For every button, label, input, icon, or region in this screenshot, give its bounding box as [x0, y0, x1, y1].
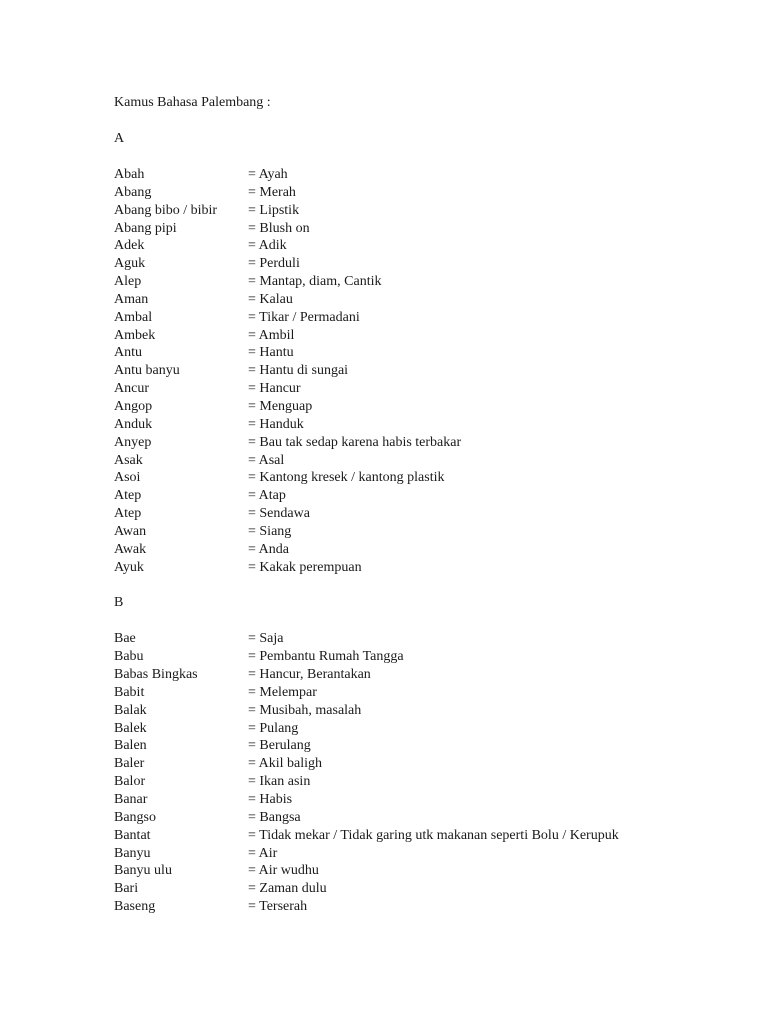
entry-term: Abang: [114, 184, 152, 200]
entry-term: Aman: [114, 291, 149, 307]
entry-term: Abang bibo / bibir: [114, 202, 218, 218]
section-letter: A: [114, 131, 125, 146]
entry-meaning: = Pembantu Rumah Tangga: [248, 649, 404, 665]
entry-meaning: = Hancur, Berantakan: [248, 667, 371, 683]
entry-term: Balor: [114, 774, 146, 790]
entry-term: Babas Bingkas: [114, 667, 198, 683]
entry-term: Bae: [114, 631, 136, 647]
entry-term: Ayuk: [114, 559, 144, 575]
entry-term: Ambal: [114, 309, 153, 325]
entry-meaning: = Handuk: [248, 416, 304, 432]
entry-term: Atep: [114, 506, 142, 522]
entry-meaning: = Hancur: [248, 381, 301, 397]
dictionary-entry: [114, 237, 734, 255]
dictionary-entry: [114, 684, 734, 702]
entry-meaning: = Saja: [248, 631, 284, 647]
entry-meaning: = Mantap, diam, Cantik: [248, 274, 382, 290]
entry-meaning: = Hantu di sungai: [248, 363, 349, 379]
dictionary-entry: [114, 380, 734, 398]
section-a: [114, 130, 734, 576]
entry-meaning: = Tikar / Permadani: [248, 309, 360, 325]
entry-term: Anyep: [114, 434, 152, 450]
entry-meaning: = Perduli: [248, 256, 300, 272]
entry-term: Awak: [114, 541, 147, 557]
entry-term: Asoi: [114, 470, 141, 486]
dictionary-entry: [114, 362, 734, 380]
section-letter: B: [114, 595, 124, 611]
entry-term: Babit: [114, 684, 145, 700]
dictionary-entry: [114, 344, 734, 362]
dictionary-entry: [114, 666, 734, 684]
entry-term: Babu: [114, 649, 144, 665]
dictionary-entry: [114, 202, 734, 220]
entry-meaning: = Air wudhu: [248, 863, 319, 879]
document-page: [114, 94, 734, 934]
entry-term: Bari: [114, 881, 139, 897]
dictionary-entry: [114, 737, 734, 755]
entry-list: [114, 630, 734, 916]
entry-list: [114, 166, 734, 576]
entry-term: Banar: [114, 792, 148, 807]
entry-term: Baseng: [114, 899, 156, 915]
entry-term: Balen: [114, 738, 147, 754]
dictionary-entry: [114, 469, 734, 487]
dictionary-entry: [114, 630, 734, 648]
entry-meaning: = Anda: [248, 541, 289, 557]
dictionary-entry: [114, 702, 734, 720]
dictionary-entry: [114, 773, 734, 791]
entry-term: Asak: [114, 452, 143, 468]
entry-term: Aguk: [114, 256, 146, 272]
dictionary-entry: [114, 523, 734, 541]
entry-term: Antu banyu: [114, 363, 180, 379]
entry-meaning: = Air: [248, 845, 278, 861]
entry-meaning: = Kantong kresek / kantong plastik: [248, 470, 445, 486]
dictionary-entry: [114, 398, 734, 416]
entry-term: Ambek: [114, 327, 156, 343]
entry-term: Atep: [114, 488, 142, 504]
dictionary-entry: [114, 862, 734, 880]
dictionary-entry: [114, 827, 734, 845]
dictionary-entry: [114, 184, 734, 202]
document-title: Kamus Bahasa Palembang :: [114, 95, 271, 110]
entry-term: Bantat: [114, 827, 151, 843]
entry-term: Anduk: [114, 416, 153, 432]
dictionary-entry: [114, 720, 734, 738]
entry-meaning: = Ambil: [248, 327, 295, 343]
dictionary-entry: [114, 487, 734, 505]
dictionary-entry: [114, 559, 734, 577]
entry-term: Abang pipi: [114, 220, 177, 236]
entry-term: Adek: [114, 238, 145, 254]
dictionary-entry: [114, 416, 734, 434]
entry-meaning: = Asal: [248, 452, 285, 468]
entry-meaning: = Adik: [248, 238, 287, 254]
dictionary-entry: [114, 898, 734, 916]
entry-meaning: = Tidak mekar / Tidak garing utk makanan seperti Bolu / Kerupuk: [248, 827, 619, 843]
entry-meaning: = Atap: [248, 488, 286, 504]
dictionary-entry: [114, 291, 734, 309]
dictionary-entry: [114, 327, 734, 345]
dictionary-entry: [114, 880, 734, 898]
entry-meaning: = Melempar: [248, 684, 317, 700]
dictionary-entry: [114, 273, 734, 291]
entry-term: Balek: [114, 720, 147, 736]
dictionary-entry: [114, 791, 734, 809]
entry-term: Awan: [114, 523, 147, 539]
entry-meaning: = Terserah: [248, 899, 308, 915]
entry-meaning: = Siang: [248, 523, 292, 539]
entry-meaning: = Merah: [248, 184, 296, 200]
entry-meaning: = Blush on: [248, 220, 310, 236]
entry-term: Baler: [114, 756, 145, 772]
entry-meaning: = Musibah, masalah: [248, 702, 362, 718]
entry-meaning: = Akil baligh: [248, 756, 323, 772]
entry-term: Ancur: [114, 381, 149, 397]
entry-term: Balak: [114, 702, 147, 718]
dictionary-entry: [114, 434, 734, 452]
entry-term: Antu: [114, 345, 142, 361]
entry-meaning: = Bangsa: [248, 809, 301, 825]
dictionary-entry: [114, 505, 734, 523]
entry-meaning: = Hantu: [248, 345, 294, 361]
dictionary-entry: [114, 452, 734, 470]
dictionary-entry: [114, 809, 734, 827]
dictionary-entry: [114, 648, 734, 666]
dictionary-entry: [114, 755, 734, 773]
entry-term: Banyu: [114, 845, 151, 861]
dictionary-entry: [114, 845, 734, 863]
entry-term: Bangso: [114, 809, 156, 825]
entry-meaning: = Ayah: [248, 167, 288, 182]
entry-meaning: = Kakak perempuan: [248, 559, 362, 575]
entry-term: Banyu ulu: [114, 863, 172, 879]
entry-meaning: = Pulang: [248, 720, 299, 736]
entry-meaning: = Habis: [248, 792, 293, 807]
entry-meaning: = Bau tak sedap karena habis terbakar: [248, 434, 462, 450]
dictionary-entry: [114, 309, 734, 327]
entry-meaning: = Lipstik: [248, 202, 300, 218]
entry-meaning: = Sendawa: [248, 506, 310, 522]
entry-term: Alep: [114, 274, 142, 290]
dictionary-entry: [114, 255, 734, 273]
entry-meaning: = Menguap: [248, 398, 313, 414]
dictionary-entry: [114, 166, 734, 184]
entry-meaning: = Ikan asin: [248, 774, 311, 790]
section-b: [114, 594, 734, 916]
dictionary-entry: [114, 541, 734, 559]
entry-term: Angop: [114, 398, 153, 414]
entry-term: Abah: [114, 167, 145, 182]
entry-meaning: = Berulang: [248, 738, 311, 754]
entry-meaning: = Zaman dulu: [248, 881, 327, 897]
dictionary-entry: [114, 220, 734, 238]
entry-meaning: = Kalau: [248, 291, 293, 307]
